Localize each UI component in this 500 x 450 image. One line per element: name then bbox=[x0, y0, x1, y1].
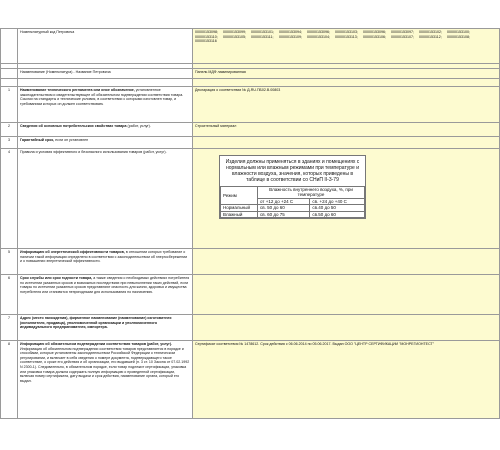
row-number: 6 bbox=[1, 275, 18, 315]
table-row bbox=[1, 315, 500, 341]
humidity-table bbox=[219, 155, 366, 219]
label-rest: если он установлен bbox=[55, 138, 89, 142]
label-rest: Информация об обязательном подтверждении соответствия товаров представляется в порядке и способами, которые установлены законодательством Российской Федерации о техническом регулировании, и включает в себя сведения о номере документа, подтверждающего такое соответствие, о сроке его действия и об организации, его выдавшей (п. 3 ст. 10 Закона от 07.02.1992 N 2300-1). Следовательно, в обязательном порядке, если товар подлежит сертификации, упаковка или упаковка товара должна содержать полную информацию о проведенной сертификации, включая номер сертификата, дату выдачи и срок действия, наименование органа, который его выдал. bbox=[20, 346, 190, 383]
code-item: 00000153104; bbox=[307, 34, 330, 39]
label-bold: Информацию об обязательном подтверждении соответствия товаров (работ, услуг). bbox=[20, 342, 173, 346]
table-row bbox=[1, 149, 500, 249]
manufacturer-value[interactable] bbox=[193, 315, 500, 341]
row-number bbox=[1, 29, 18, 64]
row-number: 8 bbox=[1, 341, 18, 419]
product-name-value[interactable]: Панель МДФ ламинированная bbox=[193, 69, 500, 79]
table-row bbox=[1, 249, 500, 275]
humidity-b: св.40 до 50 bbox=[310, 205, 365, 211]
code-item: 00000153107; bbox=[391, 34, 414, 39]
table-row bbox=[1, 29, 500, 64]
temp-range-2: св. +24 до +40 С bbox=[310, 198, 365, 204]
certificate-value[interactable]: Сертификат соответствия № 1478612. Срок действия с 06.06.2014 по 05.06.2017. Выдан ООО "ЦЕНТР СЕРТИФИКАЦИИ "МОНРЕГИОНТЕСТ" bbox=[193, 341, 500, 419]
row-number bbox=[1, 69, 18, 79]
row-label bbox=[18, 137, 193, 149]
temp-range-1: от +12 до +24 С bbox=[258, 198, 310, 204]
warranty-value[interactable] bbox=[193, 137, 500, 149]
code-item: 00000153096; bbox=[307, 30, 330, 34]
code-item: 00000153099; bbox=[223, 30, 246, 34]
row-number: 2 bbox=[1, 123, 18, 137]
label-bold: Информацию об энергетической эффективности товаров, bbox=[20, 250, 125, 254]
code-item: 00000153097; bbox=[391, 30, 414, 34]
product-info-table bbox=[0, 28, 500, 419]
label-rest: установленное законодательством и свидетельствующее об обязательном подтверждении соответствия товара. Ссылки на стандарты и технические условия, в соответствии с которыми изготовлен товар, и требованиям которых он должен соответствовать bbox=[20, 88, 184, 106]
label-bold: Гарантийный срок, bbox=[20, 138, 55, 142]
row-label bbox=[18, 123, 193, 137]
code-item: 00000153100; bbox=[447, 30, 470, 34]
code-item: 00000153106; bbox=[363, 34, 386, 39]
table-row bbox=[1, 69, 500, 79]
row-label: Номенклатурный код Петровича bbox=[18, 29, 193, 64]
code-item: 00000153096; bbox=[363, 30, 386, 34]
row-label: Адрес (место нахождения), фирменное наименование (наименование) изготовителя (исполнителя, продавца), уполномоченной организации и уполномоченного индивидуального предпринимателя, импортера. bbox=[18, 315, 193, 341]
codes-list[interactable] bbox=[193, 29, 500, 64]
table-row bbox=[1, 275, 500, 315]
label-rest: а также сведения о необходимых действиях потребителя по истечении указанных сроков и возможных последствиях при невыполнении таких действий, если товары по истечении указанных сроков представляют опасность для жизни, здоровья и имущества потребителя или становятся непригодными для использования по назначению. bbox=[20, 276, 190, 294]
table-row bbox=[1, 137, 500, 149]
row-label: Наименование (Номенклатура) - Название Петровича bbox=[18, 69, 193, 79]
table-row bbox=[1, 123, 500, 137]
code-item: 00000153112; bbox=[419, 34, 442, 39]
row-number: 1 bbox=[1, 87, 18, 123]
usage-rules-value[interactable] bbox=[193, 149, 500, 249]
row-label bbox=[18, 87, 193, 123]
code-item: 00000153109; bbox=[279, 34, 302, 39]
label-bold: Сведения об основных потребительских свойствах товара bbox=[20, 124, 127, 128]
code-item: 00000153108; bbox=[447, 34, 470, 39]
label-bold: Срок службы или срок годности товара, bbox=[20, 276, 93, 280]
humidity-a: св. 60 до 75 bbox=[258, 211, 310, 217]
label-bold: Наименование технического регламента или иное обозначение, bbox=[20, 88, 135, 92]
code-item: 00000153102; bbox=[419, 30, 442, 34]
code-item: 00000153105; bbox=[223, 34, 246, 39]
table-row bbox=[1, 87, 500, 123]
row-number: 7 bbox=[1, 315, 18, 341]
col-mode: Режим bbox=[221, 187, 258, 205]
row-number: 3 bbox=[1, 137, 18, 149]
col-humidity: Влажность внутреннего воздуха, %, при температуре bbox=[258, 187, 365, 199]
code-item: 00000153103; bbox=[335, 30, 358, 34]
mode-name: Влажный bbox=[221, 211, 258, 217]
row-label bbox=[18, 341, 193, 419]
code-item: 00000153110; bbox=[195, 34, 218, 39]
row-label bbox=[18, 249, 193, 275]
row-label bbox=[18, 275, 193, 315]
code-item: 00000153094; bbox=[279, 30, 302, 34]
code-item: 00000153101; bbox=[251, 30, 274, 34]
regulation-value[interactable]: Декларация о соответствии № Д-RU.ПБ02.В.00803 bbox=[193, 87, 500, 123]
code-item: 00000153098; bbox=[195, 30, 218, 34]
row-label: Правила и условия эффективного и безопасного использования товаров (работ, услуг). bbox=[18, 149, 193, 249]
mode-name: Нормальный bbox=[221, 205, 258, 211]
code-item: 00000153111; bbox=[251, 34, 274, 39]
energy-value[interactable] bbox=[193, 249, 500, 275]
row-number: 5 bbox=[1, 249, 18, 275]
label-rest: (работ, услуг). bbox=[127, 124, 151, 128]
humidity-a: св. 50 до 60 bbox=[258, 205, 310, 211]
row-number: 4 bbox=[1, 149, 18, 249]
code-item: 00000153116 bbox=[195, 39, 217, 44]
code-item: 00000153113; bbox=[335, 34, 358, 39]
shelf-life-value[interactable] bbox=[193, 275, 500, 315]
humidity-b: св.50 до 60 bbox=[310, 211, 365, 217]
table-row bbox=[1, 341, 500, 419]
humidity-table-header: Изделия должны применяться в зданиях и помещениях с нормальным или влажным режимами при температуре и влажности воздуха, значения, которых приведены в таблице в соответствии со СНиП II-3-79 bbox=[225, 159, 360, 183]
label-rest: в отношении которых требование о наличии такой информации определено в соответствии с законодательством об энергосбережении и о повышении энергетической эффективности. bbox=[20, 250, 188, 264]
properties-value[interactable]: Строительный материал bbox=[193, 123, 500, 137]
table-row bbox=[221, 211, 365, 217]
